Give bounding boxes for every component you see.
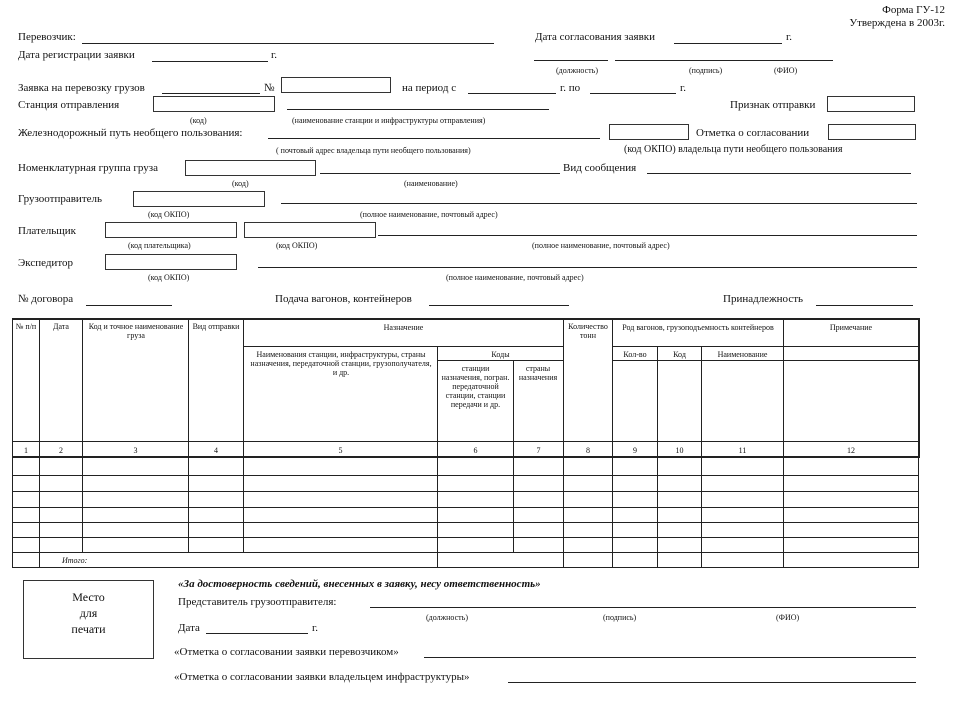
th-codes: Коды — [491, 350, 510, 359]
stamp-line: для — [79, 606, 98, 620]
owner-okpo-box[interactable] — [609, 124, 689, 140]
th-cargo: Код и точное наименование груза — [88, 322, 184, 340]
fio-caption: (ФИО) — [774, 66, 798, 75]
agreement-date-line[interactable] — [674, 43, 782, 44]
form-code: Форма ГУ-12 — [882, 4, 945, 16]
ownership-line[interactable] — [816, 305, 913, 306]
reliability-statement: «За достоверность сведений, внесенных в заявку, несу ответственность» — [178, 578, 541, 590]
col-number: 11 — [738, 446, 747, 455]
th-codes-stations: станции назначения, погран. передаточной станции, станции передачи и др. — [441, 364, 510, 409]
dep-station-name-line[interactable] — [287, 109, 549, 110]
rep-fio-caption: (ФИО) — [776, 613, 800, 622]
period-year: г. — [680, 82, 687, 94]
codes-subheader-line — [437, 360, 563, 361]
owner-address-caption: ( почтовый адрес владельца пути необщего пользования) — [276, 146, 471, 155]
col-line — [701, 346, 702, 568]
col-number: 4 — [214, 446, 218, 455]
representative-label: Представитель грузоотправителя: — [178, 596, 337, 608]
col-number: 5 — [338, 446, 343, 455]
signature-caption: (подпись) — [689, 66, 723, 75]
shipper-okpo-box[interactable] — [133, 191, 265, 207]
date-line[interactable] — [206, 633, 308, 634]
period-to-label: г. по — [560, 82, 581, 94]
number-sign: № — [264, 82, 275, 94]
rep-signature-caption: (подпись) — [603, 613, 637, 622]
signature-fio-line[interactable] — [615, 60, 833, 61]
nomenclature-label: Номенклатурная группа груза — [18, 162, 159, 174]
col-line — [39, 318, 40, 568]
th-wagons: Род вагонов, грузоподъемность контейнеров — [622, 323, 774, 332]
forwarder-okpo-box[interactable] — [105, 254, 237, 270]
position-caption: (должность) — [556, 66, 598, 75]
shipper-name-line[interactable] — [281, 203, 917, 204]
infra-mark-line[interactable] — [508, 682, 916, 683]
payer-okpo-box[interactable] — [244, 222, 376, 238]
dest-subheader-line — [243, 346, 563, 347]
th-naming: Наименование — [717, 350, 768, 359]
col-number: 3 — [133, 446, 138, 455]
request-number-box[interactable] — [281, 77, 391, 93]
col-number: 7 — [536, 446, 541, 455]
period-from-line[interactable] — [468, 93, 556, 94]
payer-code-box[interactable] — [105, 222, 237, 238]
total-label: Итого: — [62, 556, 88, 565]
th-dest-names: Наименования станции, инфраструктуры, страны назначения, передаточной станции, грузополучателя, и др. — [250, 350, 432, 377]
th-code: Код — [673, 350, 686, 359]
nomenclature-code-box[interactable] — [185, 160, 316, 176]
shipper-name-caption: (полное наименование, почтовый адрес) — [360, 210, 498, 219]
th-num: № п/п — [15, 322, 37, 331]
th-tons: Количество тонн — [568, 322, 608, 340]
period-to-line[interactable] — [590, 93, 676, 94]
payer-name-line[interactable] — [378, 235, 917, 236]
nomenclature-name-caption: (наименование) — [404, 179, 458, 188]
wagons-subheader-line — [612, 346, 919, 347]
approval-mark-label: Отметка о согласовании — [696, 127, 810, 139]
period-from-label: на период с — [402, 82, 457, 94]
col-line — [188, 318, 189, 553]
ownership-label: Принадлежность — [723, 293, 804, 305]
col-line — [513, 360, 514, 553]
wagons-subheader-line2 — [612, 360, 919, 361]
forwarder-label: Экспедитор — [18, 257, 73, 269]
date-label: Дата — [178, 622, 200, 634]
nomenclature-name-line[interactable] — [320, 173, 560, 174]
dep-name-caption: (наименование станции и инфраструктуры отправления) — [292, 116, 486, 125]
connection-type-label: Вид сообщения — [563, 162, 637, 174]
reg-date-line[interactable] — [152, 61, 268, 62]
wagon-supply-line[interactable] — [429, 305, 569, 306]
payer-name-caption: (полное наименование, почтовый адрес) — [532, 241, 670, 250]
reg-year: г. — [271, 49, 278, 61]
col-number: 9 — [633, 446, 637, 455]
carrier-mark-label: «Отметка о согласовании заявки перевозчиком» — [174, 646, 399, 658]
col-number: 1 — [24, 446, 28, 455]
contract-label: № договора — [18, 293, 74, 305]
col-number: 12 — [847, 446, 855, 455]
nomenclature-code-caption: (код) — [232, 179, 249, 188]
payer-code-caption: (код плательщика) — [128, 241, 191, 250]
col-line — [783, 318, 784, 568]
request-label: Заявка на перевозку грузов — [18, 82, 145, 94]
carrier-mark-line[interactable] — [424, 657, 916, 658]
date-year: г. — [312, 622, 319, 634]
connection-type-line[interactable] — [647, 173, 911, 174]
agreement-date-label: Дата согласования заявки — [535, 31, 655, 43]
forwarder-okpo-caption: (код ОКПО) — [148, 273, 190, 282]
col-line — [437, 457, 438, 568]
infra-mark-label: «Отметка о согласовании заявки владельцем инфраструктуры» — [174, 671, 470, 683]
forwarder-name-caption: (полное наименование, почтовый адрес) — [446, 273, 584, 282]
th-codes-country: страны назначения — [518, 364, 558, 382]
th-qty: Кол-во — [623, 350, 647, 359]
forwarder-name-line[interactable] — [258, 267, 917, 268]
th-destination: Назначение — [383, 323, 424, 332]
shipper-okpo-caption: (код ОКПО) — [148, 210, 190, 219]
form-approved: Утверждена в 2003г. — [849, 17, 945, 29]
table-right-border — [918, 318, 920, 458]
th-dispatch: Вид отправки — [192, 322, 240, 331]
payer-okpo-caption: (код ОКПО) — [276, 241, 318, 250]
dep-station-code-box[interactable] — [153, 96, 275, 112]
stamp-line: печати — [71, 622, 106, 636]
reg-date-label: Дата регистрации заявки — [18, 49, 135, 61]
table-left-border — [12, 318, 13, 568]
col-line — [657, 346, 658, 568]
carrier-line[interactable] — [82, 43, 494, 44]
wagon-supply-label: Подача вагонов, контейнеров — [275, 293, 412, 305]
th-note: Примечание — [829, 323, 873, 332]
col-line — [563, 318, 564, 568]
rep-position-caption: (должность) — [426, 613, 468, 622]
approval-mark-box[interactable] — [828, 124, 916, 140]
rail-track-line[interactable] — [268, 138, 600, 139]
th-date: Дата — [53, 322, 69, 331]
dispatch-sign-box[interactable] — [827, 96, 915, 112]
request-line[interactable] — [162, 93, 260, 94]
col-number: 2 — [59, 446, 63, 455]
col-number: 8 — [586, 446, 590, 455]
dep-code-caption: (код) — [190, 116, 207, 125]
stamp-box — [23, 580, 154, 659]
representative-line[interactable] — [370, 607, 916, 608]
owner-okpo-caption: (код ОКПО) владельца пути необщего пользования — [624, 144, 843, 155]
shipper-label: Грузоотправитель — [18, 193, 103, 205]
payer-label: Плательщик — [18, 225, 76, 237]
col-number: 10 — [675, 446, 684, 455]
agreement-year: г. — [786, 31, 793, 43]
col-line — [82, 318, 83, 553]
col-number: 6 — [473, 446, 478, 455]
stamp-line: Место — [72, 590, 105, 604]
col-line — [243, 318, 244, 553]
dep-station-label: Станция отправления — [18, 99, 120, 111]
position-line[interactable] — [534, 60, 608, 61]
carrier-label: Перевозчик: — [18, 31, 76, 43]
rail-track-label: Железнодорожный путь необщего пользования: — [18, 127, 243, 139]
contract-line[interactable] — [86, 305, 172, 306]
dispatch-sign-label: Признак отправки — [730, 99, 816, 111]
